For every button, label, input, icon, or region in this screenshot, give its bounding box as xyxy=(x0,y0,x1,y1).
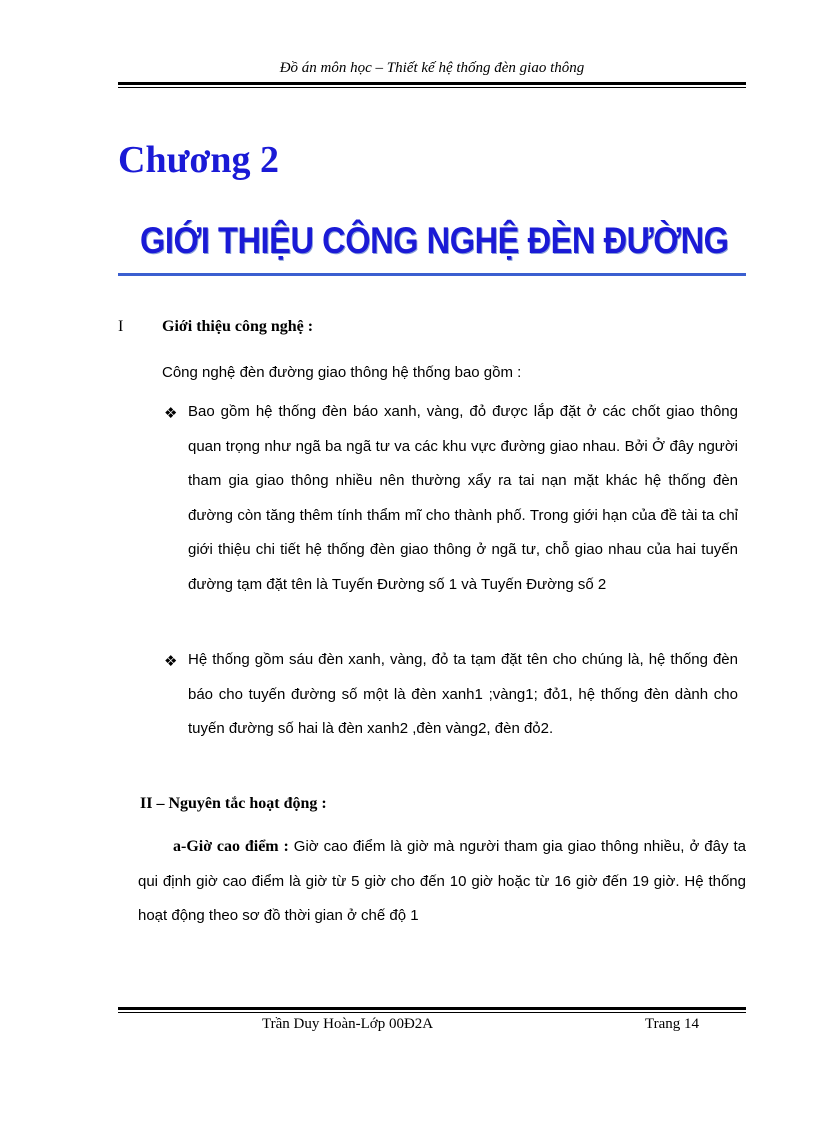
bullet-icon: ❖ xyxy=(164,404,178,422)
title-rule xyxy=(118,273,746,276)
footer-rule xyxy=(118,1007,746,1013)
page-header: Đồ án môn học – Thiết kế hệ thống đèn giao thông xyxy=(279,60,585,76)
chapter-label: Chương 2 xyxy=(118,139,280,181)
section-number: I xyxy=(118,318,124,335)
footer-author: Trần Duy Hoàn-Lớp 00Đ2A xyxy=(262,1016,434,1032)
bullet-icon: ❖ xyxy=(164,652,178,670)
header-rule xyxy=(118,82,746,88)
section-heading: Giới thiệu công nghệ : xyxy=(162,318,314,335)
body-paragraph xyxy=(138,830,746,934)
page-number: Trang 14 xyxy=(645,1016,700,1032)
section-intro: Công nghệ đèn đường giao thông hệ thống bao gồm : xyxy=(162,364,522,381)
section-heading: II – Nguyên tắc hoạt động : xyxy=(140,795,327,812)
chapter-title: GIỚI THIỆU CÔNG NGHỆ ĐÈN ĐƯỜNG xyxy=(140,220,729,261)
subheading-label: a-Giờ cao điểm : xyxy=(173,838,289,855)
bullet-paragraph-1: Bao gồm hệ thống đèn báo xanh, vàng, đỏ được lắp đặt ở các chốt giao thông quan trọng như ngã ba ngã tư va các khu vực đường giao nhau. Bởi Ở đây người tham gia giao thông nhiều nên thường xẩy ra tai nạn mặt khác hệ thống đèn đường còn tăng thêm tính thẩm mĩ cho thành phố. Trong giới hạn của đề tài ta chỉ giới thiệu chi tiết hệ thống đèn giao thông ở ngã tư, chỗ giao nhau của hai tuyến đường tạm đặt tên là Tuyến Đường số 1 và Tuyến Đường số 2 xyxy=(188,403,738,593)
bullet-paragraph-2: Hệ thống gồm sáu đèn xanh, vàng, đỏ ta tạm đặt tên cho chúng là, hệ thống đèn báo cho tuyến đường số một là đèn xanh1 ;vàng1; đỏ1, hệ thống đèn dành cho tuyến đường số hai là đèn xanh2 ,đèn vàng2, đèn đỏ2. xyxy=(188,651,738,737)
body-text: Giờ cao điểm là giờ mà người tham gia giao thông nhiều, ở đây ta qui định giờ cao điểm là giờ từ 5 giờ cho đến 10 giờ hoặc từ 16 giờ đến 19 giờ. Hệ thống hoạt động theo sơ đồ thời gian ở chế độ 1 xyxy=(138,838,746,924)
